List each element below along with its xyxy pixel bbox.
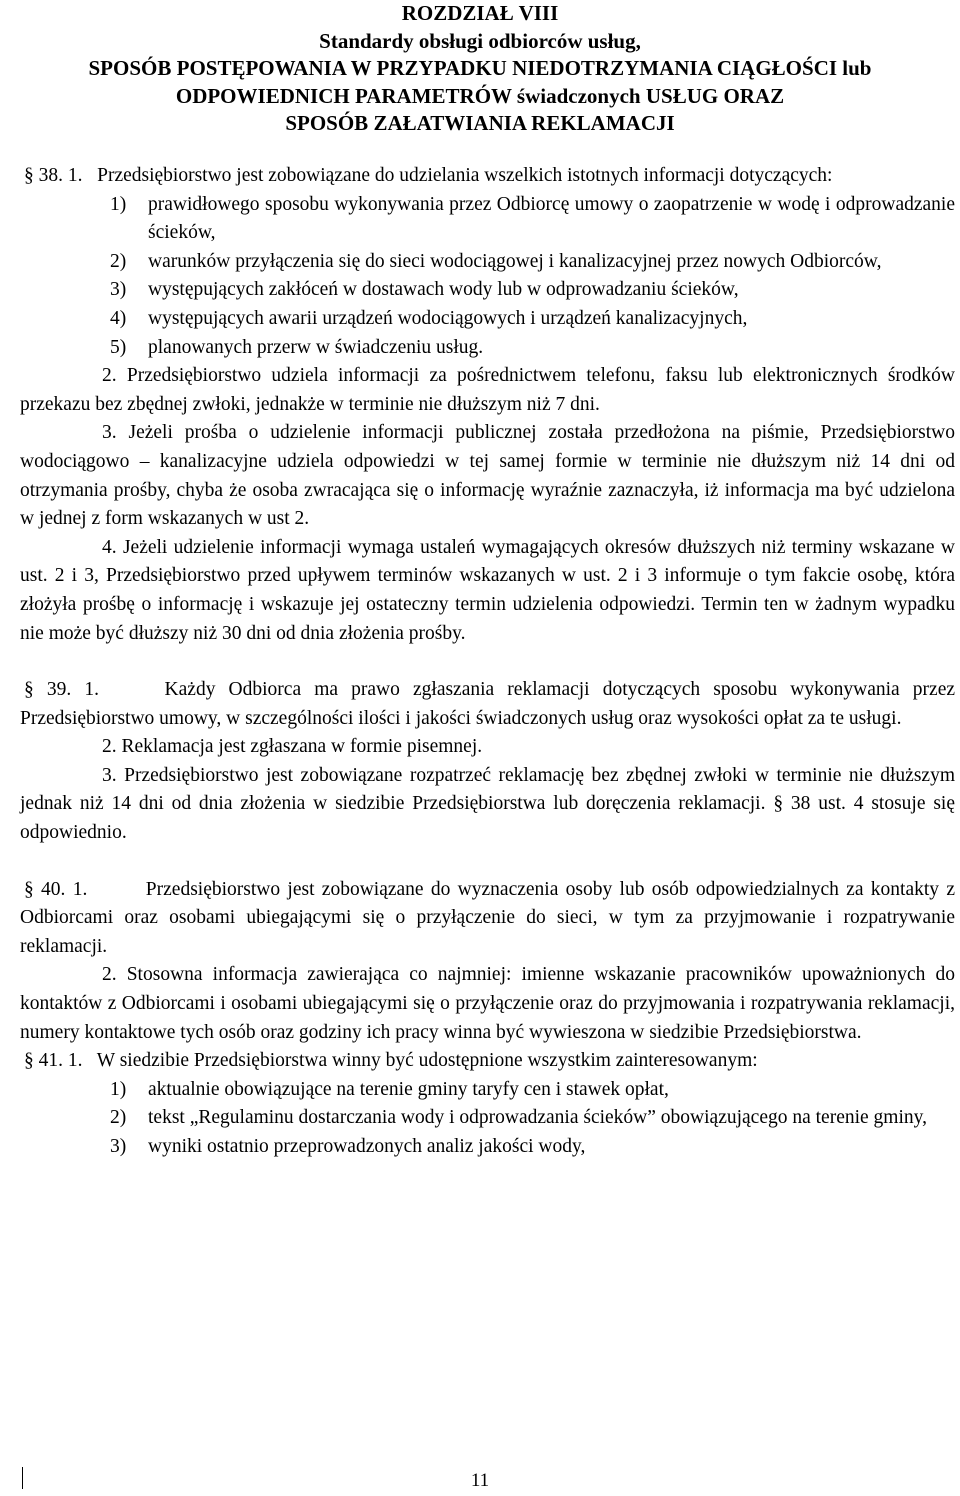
section-40-heading: § 40. 1. bbox=[24, 878, 88, 900]
list-item-text: aktualnie obowiązujące na terenie gminy taryfy cen i stawek opłat, bbox=[148, 1078, 669, 1100]
chapter-header bbox=[0, 0, 960, 138]
section-38-paragraph-3: 3. Jeżeli prośba o udzielenie informacji publicznej została przedłożona na piśmie, Przedsiębiorstwo wodociągowo – kanalizacyjne udziela odpowiedzi w tej samej formie w terminie nie dłuższym niż 14 dni od otrzymania prośby, chyba że osoba zwracająca się o informację wyraźnie zaznaczyła, iż informacja ma być udzielona w jednej z form wskazanych w ust 2. bbox=[20, 422, 955, 530]
document-body bbox=[20, 162, 955, 1162]
section-38-paragraph-4: 4. Jeżeli udzielenie informacji wymaga ustaleń wymagających okresów dłuższych niż terminy wskazane w ust. 2 i 3, Przedsiębiorstwo przed upływem terminów wskazanych w ust. 2 i 3 informuje o tym fakcie osobę, która złożyła prośbę o informację i wskazuje jej ostateczny termin udzielenia odpowiedzi. Termin ten w żadnym wypadku nie może być dłuższy niż 30 dni od dnia złożenia prośby. bbox=[20, 536, 955, 644]
list-item bbox=[110, 334, 955, 363]
section-39-p1-text: Każdy Odbiorca ma prawo zgłaszania reklamacji dotyczących sposobu wykonywania przez Przedsiębiorstwo umowy, w szczególności ilości i jakości świadczonych usług oraz wysokości opłat za te usługi. bbox=[20, 679, 956, 729]
section-41-p1-text: W siedzibie Przedsiębiorstwa winny być udostępnione wszystkim zainteresowanym: bbox=[96, 1050, 758, 1072]
section-38-paragraph-2: 2. Przedsiębiorstwo udziela informacji za pośrednictwem telefonu, faksu lub elektronicznych środków przekazu bez zbędnej zwłoki, jednakże w terminie nie dłuższym niż 7 dni. bbox=[20, 365, 955, 415]
list-item-number: 2) bbox=[110, 1107, 127, 1129]
list-item-text: planowanych przerw w świadczeniu usług. bbox=[148, 336, 484, 358]
list-item-text: wyniki ostatnio przeprowadzonych analiz jakości wody, bbox=[148, 1136, 586, 1157]
list-item-text: warunków przyłączenia się do sieci wodociągowej i kanalizacyjnej przez nowych Odbiorców, bbox=[148, 250, 882, 272]
list-item bbox=[110, 191, 955, 248]
section-38-paragraph-1 bbox=[20, 162, 955, 191]
list-item bbox=[110, 276, 955, 305]
list-item-number: 3) bbox=[110, 279, 127, 301]
section-40-paragraph-1 bbox=[20, 876, 955, 962]
chapter-title-line-1: SPOSÓB POSTĘPOWANIA W PRZYPADKU NIEDOTRZYMANIA CIĄGŁOŚCI lub bbox=[88, 56, 872, 80]
section-spacer bbox=[20, 648, 955, 676]
list-item-number: 1) bbox=[110, 1078, 127, 1100]
chapter-title-line-3: SPOSÓB ZAŁATWIANIA REKLAMACJI bbox=[285, 111, 675, 135]
list-item bbox=[110, 305, 955, 334]
list-item-number: 2) bbox=[110, 250, 127, 272]
page-number: 11 bbox=[470, 1470, 490, 1491]
chapter-title-line-2: ODPOWIEDNICH PARAMETRÓW świadczonych USŁUG ORAZ bbox=[175, 83, 785, 108]
section-40-paragraph-2: 2. Stosowna informacja zawierająca co najmniej: imienne wskazanie pracowników upoważnionych do kontaktów z Odbiorcami i osobami ubiegającymi się o przyłączenie oraz do przyjmowania i rozpatrywania reklamacji, numery kontaktowe tych osób oraz godziny ich pracy winna być wywieszona w siedzibie Przedsiębiorstwa. bbox=[20, 964, 955, 1043]
list-item-text: występujących awarii urządzeń wodociągowych i urządzeń kanalizacyjnych, bbox=[148, 307, 748, 329]
list-item-number: 4) bbox=[110, 307, 127, 329]
section-38-heading: § 38. 1. bbox=[24, 165, 83, 186]
list-item-number: 1) bbox=[110, 193, 127, 215]
list-item bbox=[110, 1076, 955, 1105]
list-item-number: 5) bbox=[110, 336, 127, 358]
list-item bbox=[110, 1133, 955, 1162]
section-39-paragraph-3: 3. Przedsiębiorstwo jest zobowiązane rozpatrzeć reklamację bez zbędnej zwłoki w terminie nie dłuższym jednak niż 14 dni od dnia złożenia w siedzibie Przedsiębiorstwa lub doręczenia reklamacji. § 38 ust. 4 stosuje się odpowiednio. bbox=[20, 764, 955, 844]
section-39-paragraph-2: 2. Reklamacja jest zgłaszana w formie pisemnej. bbox=[102, 736, 483, 758]
list-item bbox=[110, 248, 955, 277]
section-41-heading: § 41. 1. bbox=[24, 1050, 83, 1072]
list-item-text: prawidłowego sposobu wykonywania przez Odbiorcę umowy o zaopatrzenie w wodę i odprowadzanie ścieków, bbox=[148, 193, 955, 244]
list-item-number: 3) bbox=[110, 1136, 127, 1157]
list-item-text: tekst „Regulaminu dostarczania wody i odprowadzania ścieków” obowiązującego na terenie gminy, bbox=[148, 1107, 928, 1129]
section-39-heading: § 39. 1. bbox=[24, 679, 99, 701]
section-spacer bbox=[20, 848, 955, 876]
chapter-subtitle: Standardy obsługi odbiorców usług, bbox=[319, 28, 641, 53]
section-38-p1-text: Przedsiębiorstwo jest zobowiązane do udzielania wszelkich istotnych informacji dotyczących: bbox=[97, 165, 833, 186]
section-39-paragraph-1 bbox=[20, 676, 955, 733]
section-40-p1-text: Przedsiębiorstwo jest zobowiązane do wyznaczenia osoby lub osób odpowiedzialnych za kontakty z Odbiorcami oraz osobami ubiegającymi się o przyłączenie do sieci, w tym za przyjmowanie i rozpatrywanie reklamacji. bbox=[20, 878, 955, 957]
chapter-number: ROZDZIAŁ VIII bbox=[401, 1, 559, 25]
list-item-text: występujących zakłóceń w dostawach wody lub w odprowadzaniu ścieków, bbox=[148, 279, 739, 301]
section-41-paragraph-1 bbox=[20, 1047, 955, 1076]
list-item bbox=[110, 1104, 955, 1133]
